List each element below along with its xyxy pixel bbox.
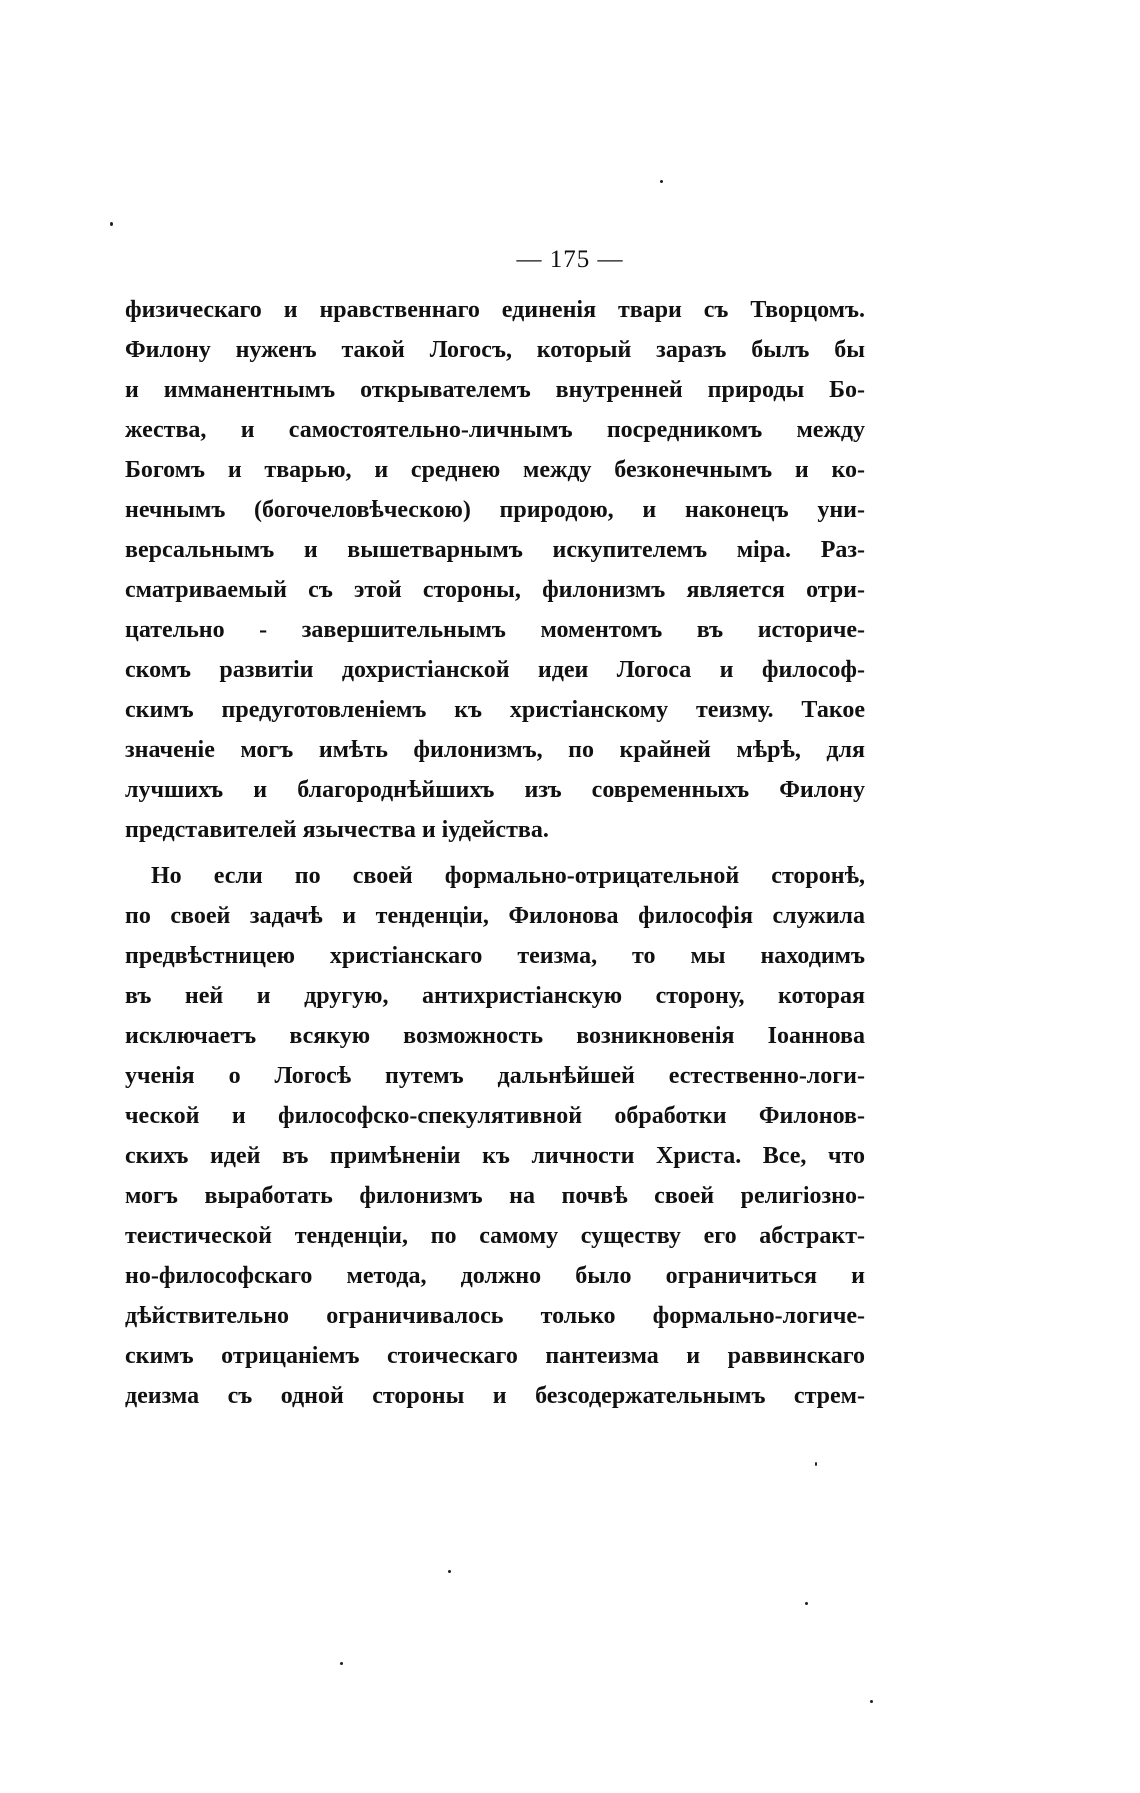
text-line: ческой и философско-спекулятивной обработки Филонов- [125, 1103, 865, 1129]
scan-speck [815, 1462, 817, 1466]
scan-speck [805, 1602, 808, 1605]
text-line: Богомъ и тварью, и среднею между безконечнымъ и ко- [125, 457, 865, 483]
text-line: деизма съ одной стороны и безсодержательнымъ стрем- [125, 1383, 865, 1409]
text-line: версальнымъ и вышетварнымъ искупителемъ міра. Раз- [125, 537, 865, 563]
scan-speck [110, 222, 113, 226]
text-line: по своей задачѣ и тенденціи, Филонова философія служила [125, 903, 865, 929]
page-number: — 175 — [516, 246, 624, 273]
text-line: исключаетъ всякую возможность возникновенія Іоаннова [125, 1023, 865, 1049]
text-line: ученія о Логосѣ путемъ дальнѣйшей естественно-логи- [125, 1063, 865, 1089]
text-line: цательно - завершительнымъ моментомъ въ историче- [125, 617, 865, 643]
text-line: скимъ отрицаніемъ стоическаго пантеизма и раввинскаго [125, 1343, 865, 1369]
text-line: значеніе могъ имѣть филонизмъ, по крайней мѣрѣ, для [125, 737, 865, 763]
text-line: предвѣстницею христіанскаго теизма, то мы находимъ [125, 943, 865, 969]
scan-speck [660, 180, 663, 183]
text-line: сматриваемый съ этой стороны, филонизмъ является отри- [125, 577, 865, 603]
text-line: Но если по своей формально-отрицательной сторонѣ, [151, 863, 865, 889]
text-line: скомъ развитіи дохристіанской идеи Логоса и философ- [125, 657, 865, 683]
text-line: могъ выработать филонизмъ на почвѣ своей религіозно- [125, 1183, 865, 1209]
body-text [125, 290, 865, 1416]
text-line: представителей язычества и іудейства. [125, 817, 549, 843]
scan-speck [870, 1700, 873, 1703]
text-line: Филону нуженъ такой Логосъ, который заразъ былъ бы [125, 337, 865, 363]
text-line: жества, и самостоятельно-личнымъ посредникомъ между [125, 417, 865, 443]
text-line: но-философскаго метода, должно было ограничиться и [125, 1263, 865, 1289]
text-line: нечнымъ (богочеловѣческою) природою, и наконецъ уни- [125, 497, 865, 523]
text-line: скимъ предуготовленіемъ къ христіанскому теизму. Такое [125, 697, 865, 723]
paragraph-1 [125, 290, 865, 850]
text-line: въ ней и другую, антихристіанскую сторону, которая [125, 983, 865, 1009]
text-line: лучшихъ и благороднѣйшихъ изъ современныхъ Филону [125, 777, 865, 803]
scan-speck [340, 1662, 343, 1665]
scan-speck [448, 1570, 451, 1573]
text-line: дѣйствительно ограничивалось только формально-логиче- [125, 1303, 865, 1329]
text-line: теистической тенденціи, по самому существу его абстракт- [125, 1223, 865, 1249]
text-line: физическаго и нравственнаго единенія твари съ Творцомъ. [125, 297, 865, 323]
text-line: и имманентнымъ открывателемъ внутренней природы Бо- [125, 377, 865, 403]
paragraph-2 [125, 856, 865, 1416]
text-line: скихъ идей въ примѣненіи къ личности Христа. Все, что [125, 1143, 865, 1169]
